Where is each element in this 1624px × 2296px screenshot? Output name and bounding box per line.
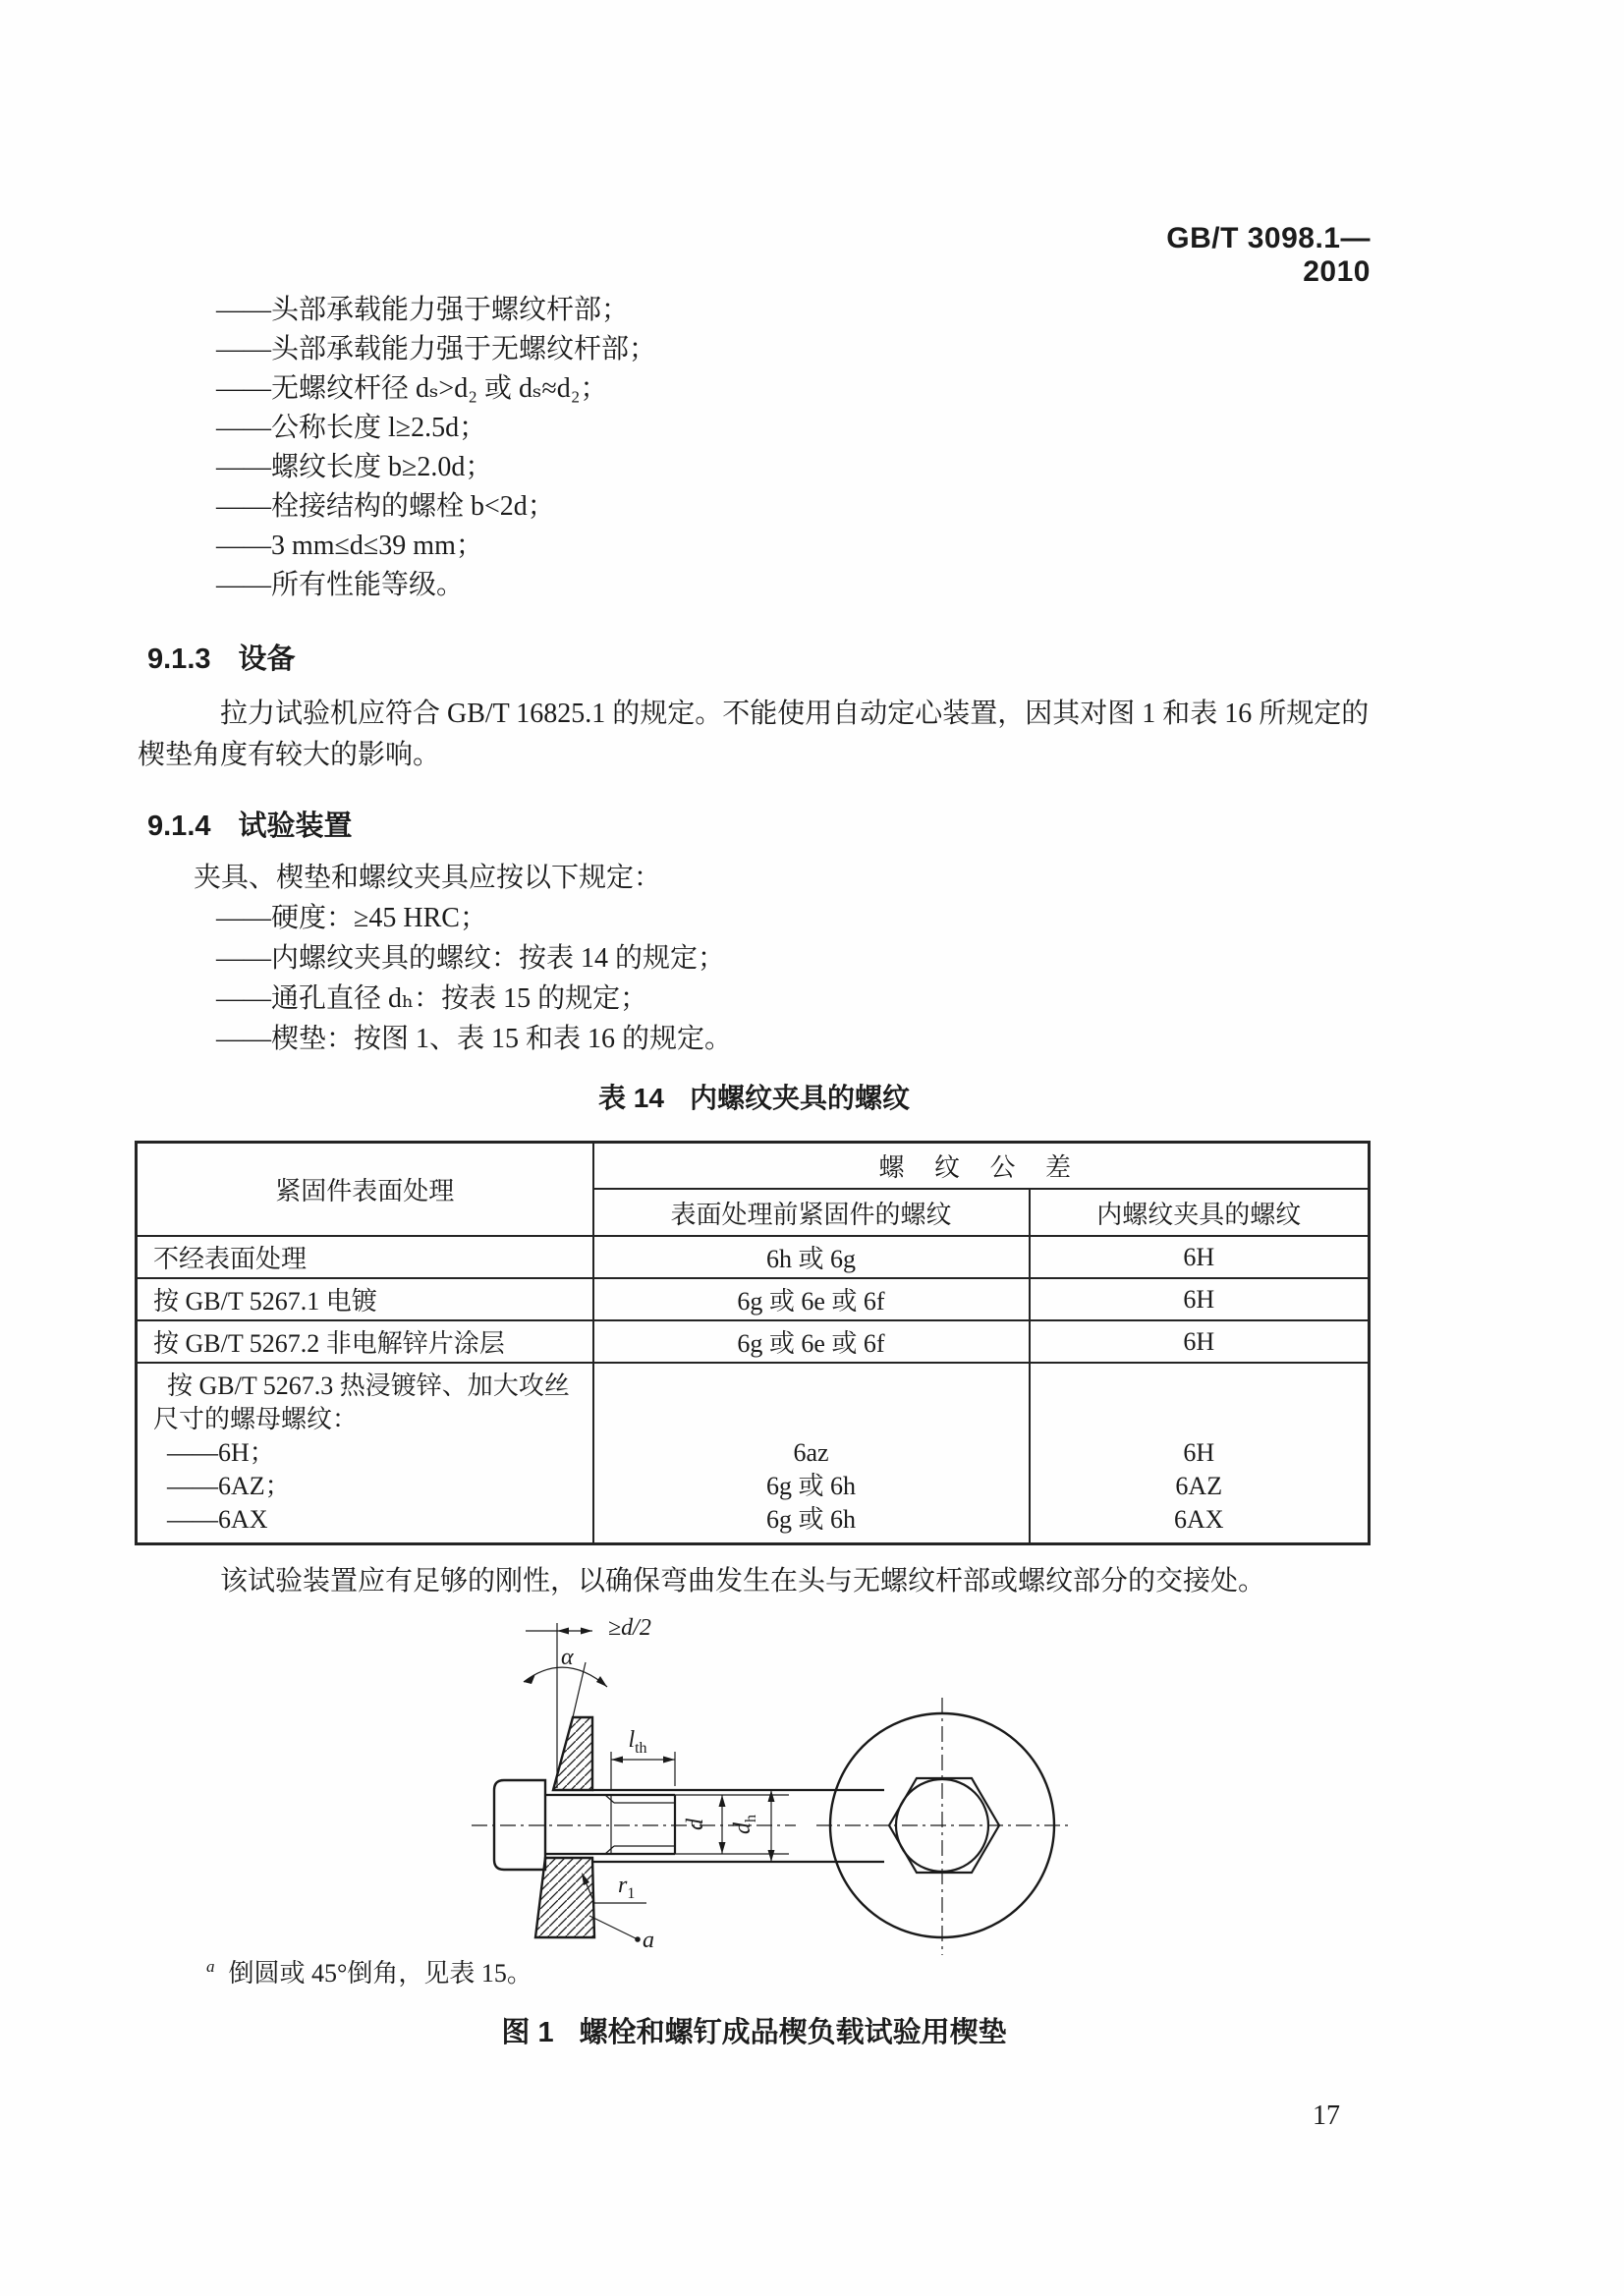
multi-value: 6AX — [1173, 1505, 1224, 1534]
multi-value: 6g 或 6h — [765, 1505, 856, 1534]
multi-value: 6az — [793, 1438, 829, 1467]
cell-surface-treatment: 不经表面处理 — [137, 1236, 593, 1278]
figure-label: 图 1 — [501, 2017, 554, 2048]
table-14 — [135, 1141, 1371, 1545]
cell-thread-fixture: 6H — [1030, 1278, 1370, 1320]
figure-1-drawing — [319, 1599, 1125, 2002]
multi-line: ——6AZ； — [167, 1472, 291, 1500]
footnote-text: 倒圆或 45°倒角，见表 15。 — [228, 1959, 532, 1988]
footnote-leader-dot — [635, 1936, 641, 1942]
arrowhead — [719, 1795, 726, 1807]
cell-thread-before: 6g 或 6e 或 6f — [593, 1320, 1030, 1363]
lower-wedge — [535, 1858, 594, 1937]
multi-value: 6g 或 6h — [765, 1472, 856, 1500]
section-title: 设备 — [238, 644, 296, 675]
table-14-title — [138, 1077, 1371, 1116]
list-item: ——头部承载能力强于螺纹杆部； — [216, 295, 630, 325]
multi-value: 6H — [1183, 1438, 1215, 1467]
label-hole-diameter: $d_h$ — [730, 1815, 759, 1834]
cell-thread-before-multi — [593, 1363, 1030, 1544]
paragraph-line: 拉力试验机应符合 GB/T 16825.1 的规定。不能使用自动定心装置，因其对图 1 和表 16 所规定的 — [220, 699, 1370, 729]
arrowhead — [768, 1790, 775, 1802]
list-item: ——内螺纹夹具的螺纹：按表 14 的规定； — [216, 943, 726, 974]
list-item: ——3 mm≤d≤39 mm； — [216, 531, 483, 561]
angle-arc — [524, 1667, 607, 1687]
list-item: ——楔垫：按图 1、表 15 和表 16 的规定。 — [216, 1024, 733, 1054]
paragraph-line: 楔垫角度有较大的影响。 — [138, 740, 441, 770]
feature-list — [216, 291, 656, 605]
paragraph-9-1-3 — [138, 694, 1372, 776]
table-row — [137, 1278, 1370, 1320]
list-item: ——公称长度 l≥2.5d； — [216, 413, 487, 443]
multi-line: 按 GB/T 5267.3 热浸镀锌、加大攻丝 — [167, 1372, 570, 1400]
label-fillet-radius: $r_1$ — [618, 1873, 636, 1902]
upper-wedge — [553, 1717, 592, 1790]
list-item: ——无螺纹杆径 dₛ>d₂ 或 dₛ≈d₂； — [216, 373, 608, 404]
table-row — [137, 1236, 1370, 1278]
figure-footnote — [206, 1953, 532, 1989]
list-item: ——硬度：≥45 HRC； — [216, 903, 487, 933]
cell-thread-fixture-multi — [1030, 1363, 1370, 1544]
page-number: 17 — [1313, 2100, 1340, 2131]
paragraph-9-1-4-intro: 夹具、楔垫和螺纹夹具应按以下规定： — [194, 863, 662, 893]
cell-surface-treatment: 按 GB/T 5267.2 非电解锌片涂层 — [137, 1320, 593, 1363]
figure-1-caption — [138, 2010, 1371, 2050]
arrowhead — [663, 1757, 675, 1764]
table-label: 表 14 — [598, 1083, 664, 1113]
label-nominal-diameter: d — [683, 1819, 708, 1830]
figure-caption-text: 螺栓和螺钉成品楔负载试验用楔垫 — [579, 2017, 1007, 2048]
arrowhead — [557, 1628, 569, 1635]
label-wedge-offset: ≥d/2 — [608, 1615, 651, 1641]
section-title: 试验装置 — [238, 811, 353, 842]
cell-thread-before: 6g 或 6e 或 6f — [593, 1278, 1030, 1320]
cell-surface-treatment: 按 GB/T 5267.1 电镀 — [137, 1278, 593, 1320]
table-row-multi — [137, 1363, 1370, 1544]
multi-line: ——6H； — [167, 1438, 275, 1467]
multi-line: 尺寸的螺母螺纹： — [153, 1405, 359, 1433]
thread-chamfer — [605, 1795, 614, 1803]
section-number: 9.1.3 — [147, 644, 211, 675]
label-wedge-angle: α — [561, 1645, 574, 1670]
table-row — [137, 1320, 1370, 1363]
table-corner-header: 紧固件表面处理 — [137, 1143, 593, 1237]
arrowhead — [581, 1628, 592, 1635]
table-group-header: 螺 纹 公 差 — [593, 1143, 1370, 1190]
cell-thread-fixture: 6H — [1030, 1320, 1370, 1363]
arrowhead — [524, 1674, 535, 1684]
label-thread-length: $l_{th}$ — [628, 1727, 647, 1757]
table-title-text: 内螺纹夹具的螺纹 — [689, 1083, 910, 1113]
footnote-marker: a — [206, 1957, 215, 1977]
list-item: ——通孔直径 dₕ：按表 15 的规定； — [216, 983, 648, 1014]
footnote-ref-marker: a — [643, 1928, 654, 1953]
table-sub-header: 内螺纹夹具的螺纹 — [1030, 1189, 1370, 1236]
table-sub-header: 表面处理前紧固件的螺纹 — [593, 1189, 1030, 1236]
section-heading-9-1-4 — [147, 804, 353, 844]
cell-surface-treatment-multi — [137, 1363, 593, 1544]
section-number: 9.1.4 — [147, 811, 211, 842]
closing-paragraph: 该试验装置应有足够的刚性，以确保弯曲发生在头与无螺纹杆部或螺纹部分的交接处。 — [220, 1566, 1266, 1596]
arrowhead — [768, 1850, 775, 1862]
cell-thread-fixture: 6H — [1030, 1236, 1370, 1278]
arrowhead — [719, 1842, 726, 1854]
thread-chamfer — [605, 1846, 614, 1854]
list-item: ——头部承载能力强于无螺纹杆部； — [216, 334, 657, 364]
multi-line: ——6AX — [167, 1505, 268, 1534]
arrowhead — [596, 1676, 607, 1687]
apparatus-list — [216, 898, 732, 1059]
list-item: ——栓接结构的螺栓 b<2d； — [216, 491, 555, 522]
multi-value: 6AZ — [1175, 1472, 1223, 1500]
list-item: ——螺纹长度 b≥2.0d； — [216, 452, 493, 482]
footnote-leader — [589, 1916, 636, 1938]
cell-thread-before: 6h 或 6g — [593, 1236, 1030, 1278]
arrowhead — [611, 1757, 623, 1764]
standard-code-header: GB/T 3098.1—2010 — [1166, 222, 1371, 288]
section-heading-9-1-3 — [147, 637, 296, 677]
list-item: ——所有性能等级。 — [216, 570, 465, 600]
